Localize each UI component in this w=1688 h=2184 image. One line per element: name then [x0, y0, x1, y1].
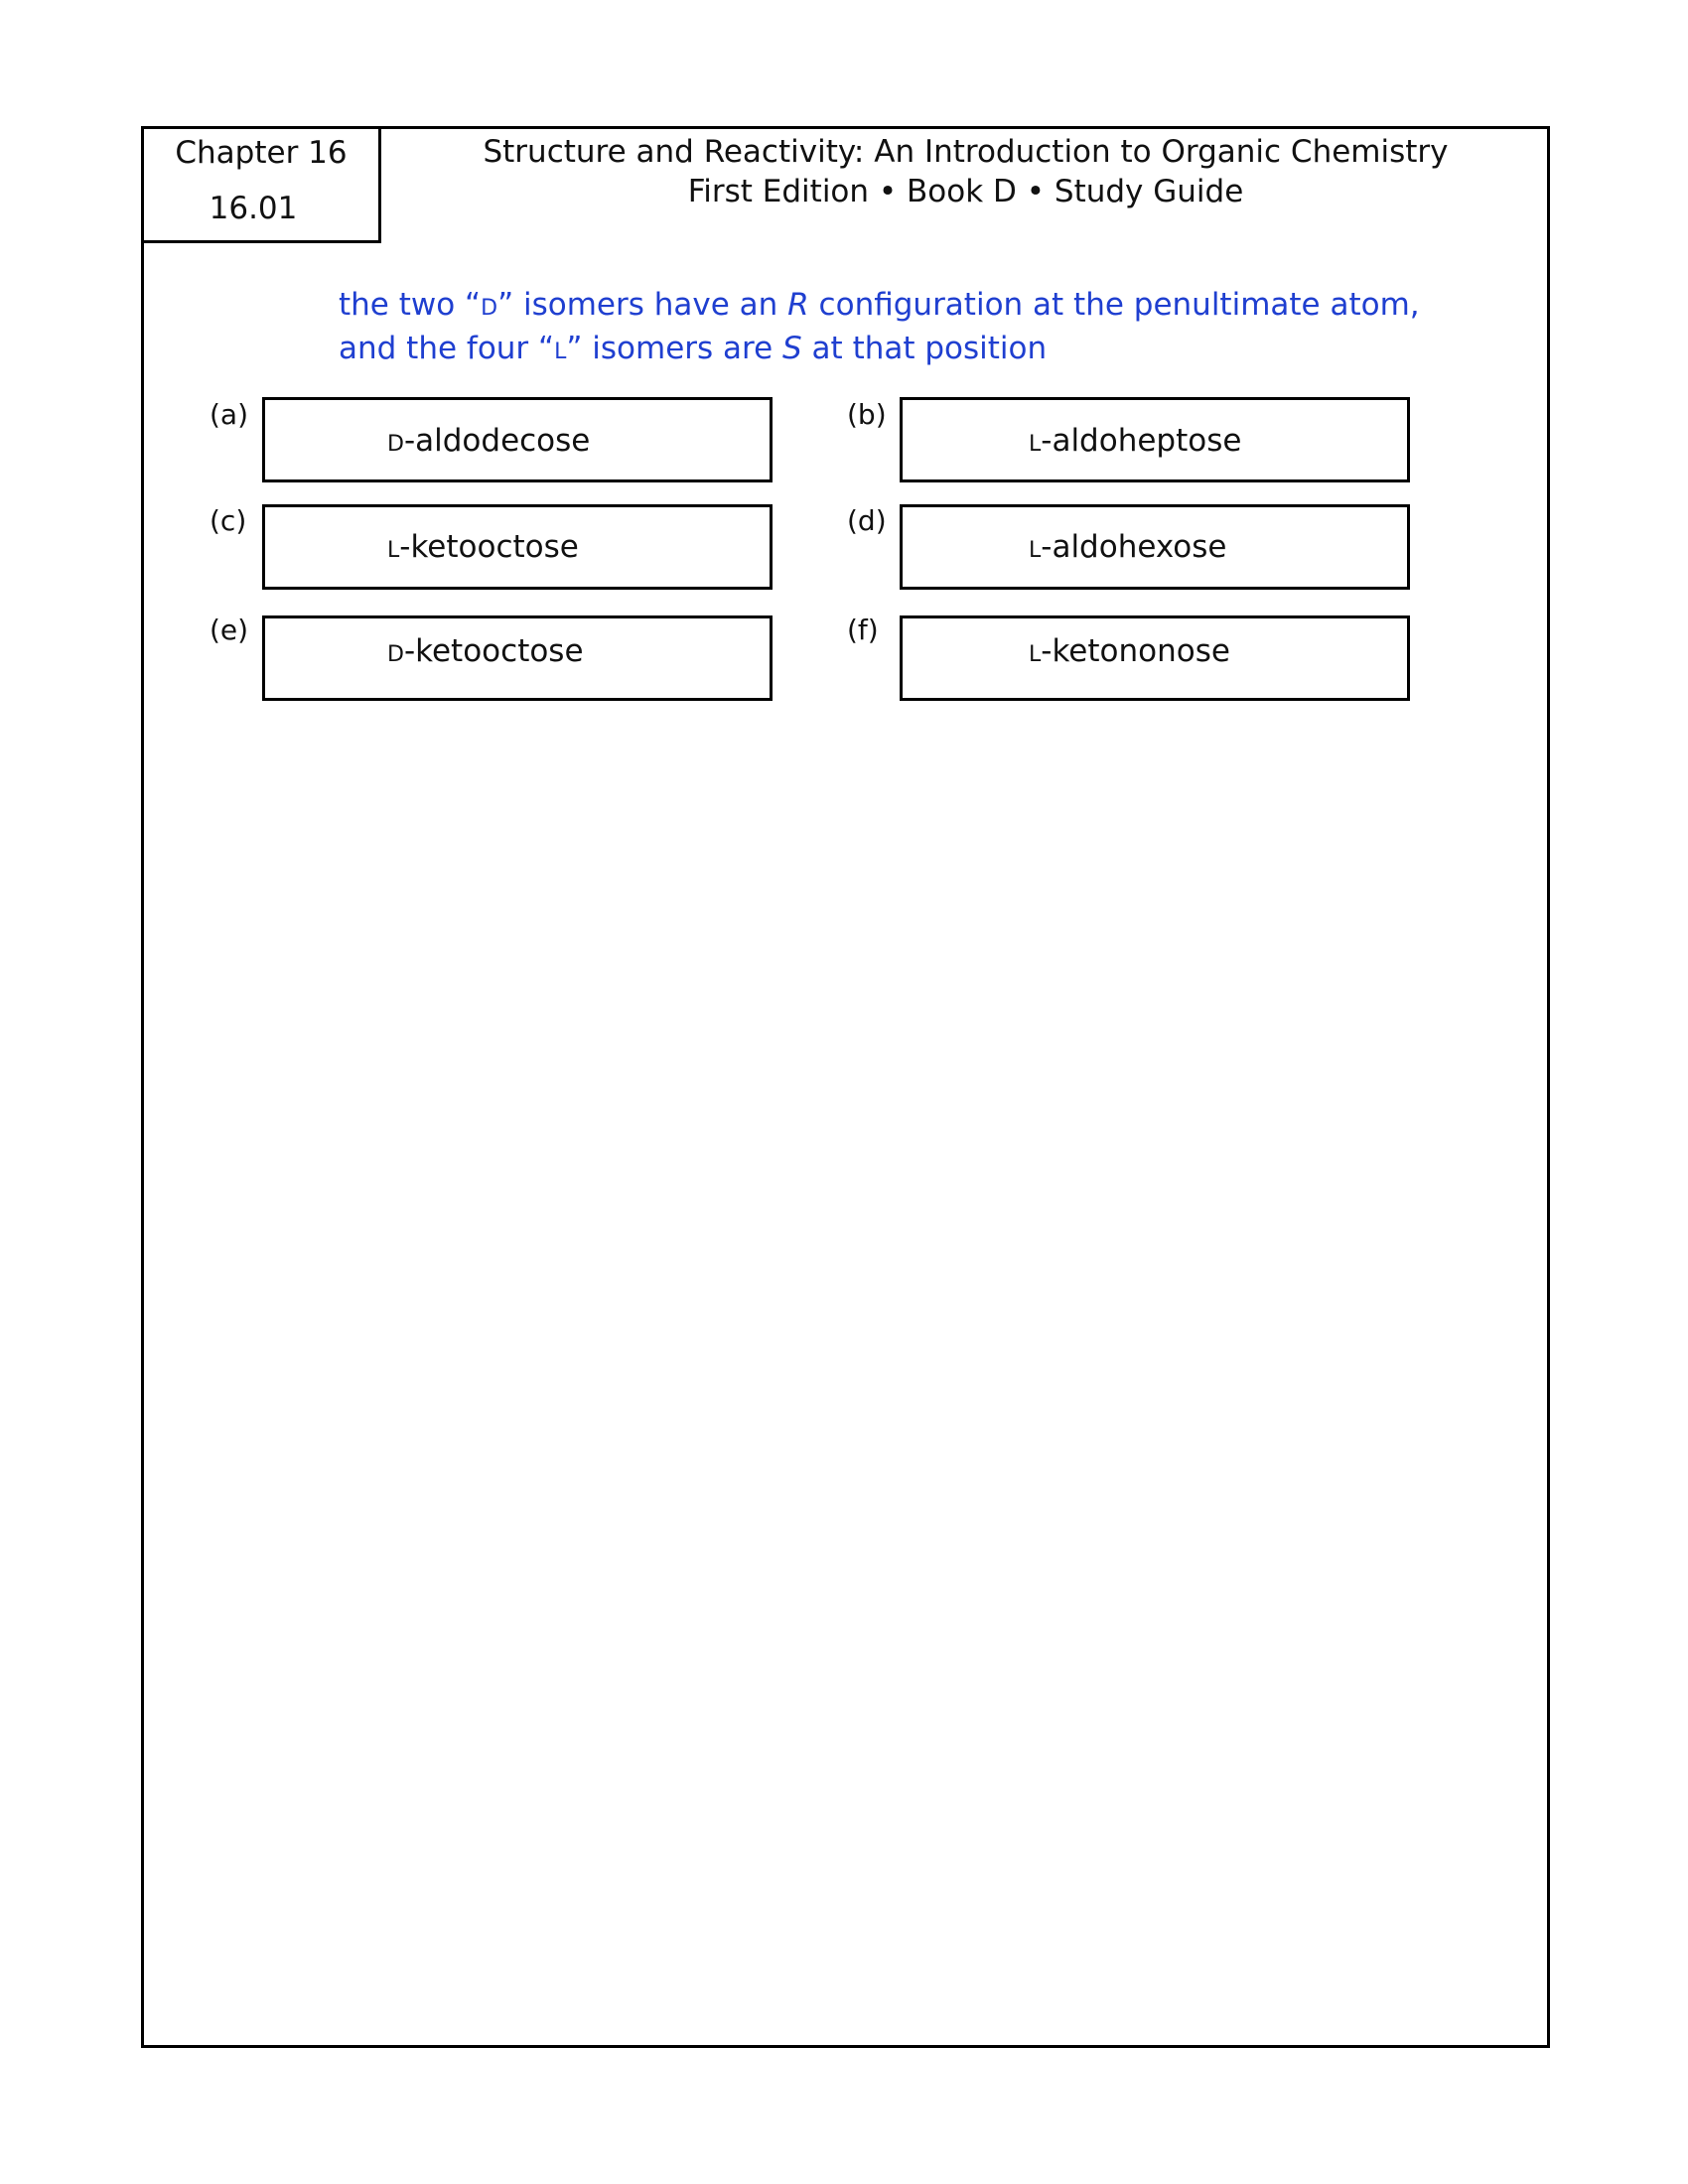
configuration-prefix: D	[387, 432, 404, 457]
chapter-label: Chapter 16	[175, 135, 348, 171]
answer-value-a	[387, 421, 590, 465]
answer-line-1	[339, 285, 1420, 329]
sugar-name: -aldoheptose	[1041, 423, 1242, 459]
configuration-prefix: L	[1029, 538, 1042, 563]
answer-text-segment: at that position	[801, 331, 1048, 366]
configuration-prefix: L	[1029, 432, 1042, 457]
book-header	[381, 132, 1550, 211]
sugar-name: -ketononose	[1041, 633, 1230, 669]
configuration-prefix: D	[387, 642, 404, 667]
answer-value-c	[387, 527, 579, 571]
item-letter-f: (f)	[847, 614, 879, 646]
answer-value-d	[1029, 527, 1226, 571]
answer-text-segment: and the four “	[339, 331, 555, 366]
item-letter-d: (d)	[847, 504, 887, 537]
chapter-box	[141, 126, 381, 243]
answer-value-b	[1029, 421, 1241, 465]
s-configuration: S	[782, 331, 802, 366]
problem-number: 16.01	[209, 191, 298, 226]
item-letter-b: (b)	[847, 398, 887, 431]
answer-text-segment: ” isomers are	[566, 331, 783, 366]
answer-line-2	[339, 329, 1420, 372]
configuration-prefix: L	[387, 538, 400, 563]
item-letter-a: (a)	[210, 398, 249, 431]
l-small-caps: L	[554, 340, 567, 364]
answer-value-e	[387, 631, 584, 675]
sugar-name: -aldohexose	[1041, 529, 1227, 565]
answer-text-segment: the two “	[339, 287, 482, 323]
book-title: Structure and Reactivity: An Introduction to Organic Chemistry	[483, 134, 1449, 170]
r-configuration: R	[787, 287, 809, 323]
configuration-prefix: L	[1029, 642, 1042, 667]
item-letter-c: (c)	[210, 504, 247, 537]
edition-line: First Edition • Book D • Study Guide	[687, 174, 1244, 209]
item-letter-e: (e)	[210, 614, 249, 646]
sugar-name: -ketooctose	[403, 633, 584, 669]
sugar-name: -aldodecose	[403, 423, 591, 459]
answer-text-segment: configuration at the penultimate atom,	[808, 287, 1420, 323]
sugar-name: -ketooctose	[399, 529, 579, 565]
answer-text	[339, 285, 1420, 372]
d-small-caps: D	[481, 296, 498, 321]
answer-value-f	[1029, 631, 1230, 675]
answer-text-segment: ” isomers have an	[497, 287, 788, 323]
